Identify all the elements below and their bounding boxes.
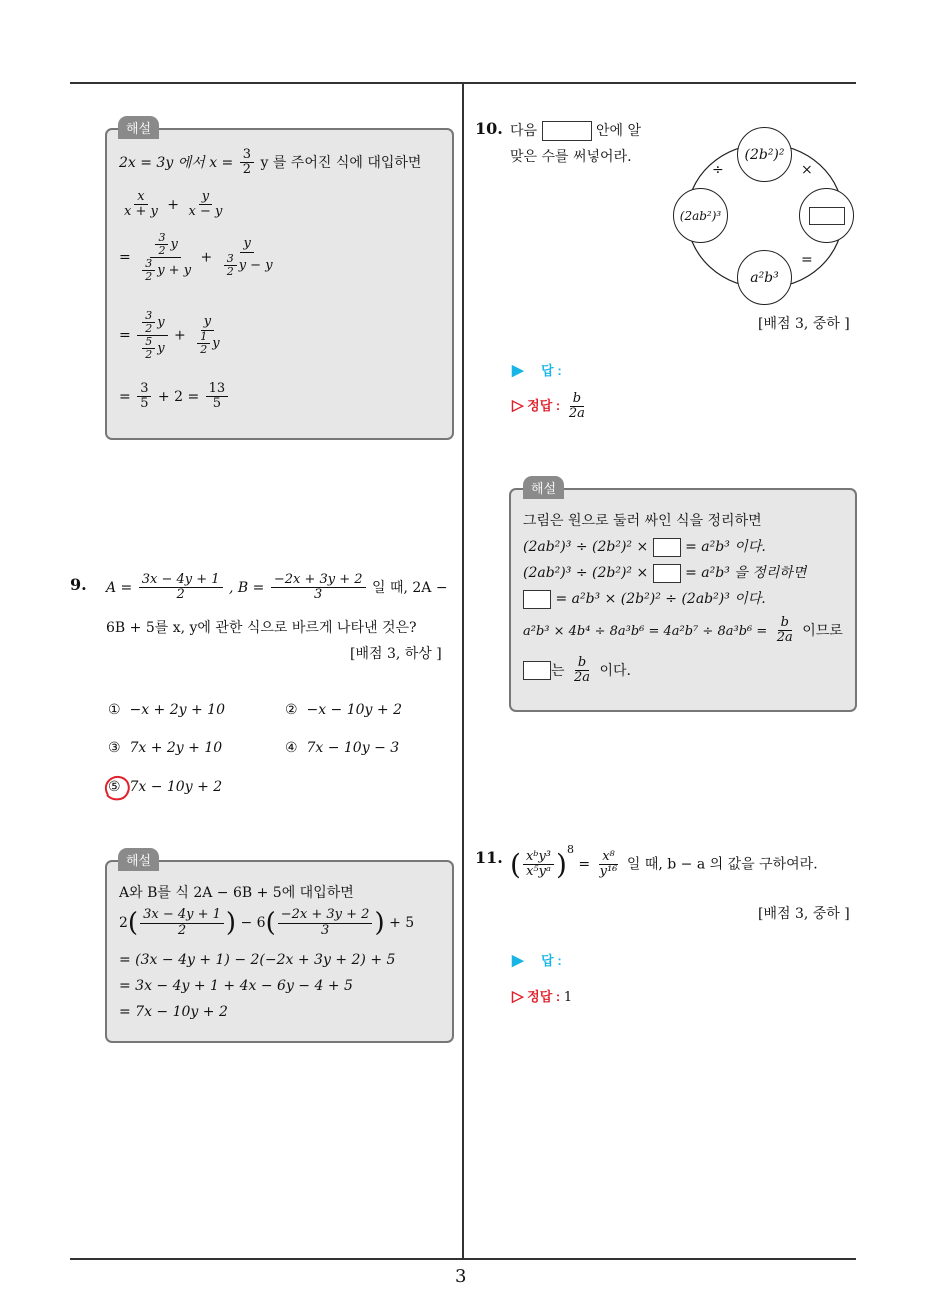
q11-line1: ( $\frac{\text{xᵇy³}}{\text{x⁵yᵃ}}$ )$^8$ = $\frac{\text{x⁸}}{\text{y¹⁶}}$ 일 때, b − a 의 값을 구하여라. [510,842,818,881]
circle-right-blank [809,207,845,225]
sol9-line5: = 7x − 10y + 2 [119,1004,228,1020]
column-divider [462,84,464,1259]
sol9-line1: A와 B를 식 2A − 6B + 5에 대입하면 [119,885,354,901]
sol9-line3: = (3x − 4y + 1) − 2(−2x + 3y + 2) + 5 [119,952,396,968]
sol10-blank-2 [653,564,681,583]
q9-line2: 6B + 5를 x, y에 관한 식으로 바르게 나타낸 것은? [106,620,417,636]
solution-box-q9 [105,860,454,1043]
sol10-blank-4 [523,661,551,680]
sol8-line4: = $\frac{3}{2}$ y $\frac{5}{2}$ y + y $\frac{1}{2}$ y [119,309,220,362]
q10-blank-box [542,121,592,141]
q10-correct-row: ▷ 정답 : $\frac{b}{2a}$ [512,391,585,422]
q10-line2: 맞은 수를 써넣어라. [510,149,632,165]
circle-right [799,188,854,243]
q10-answer-row: ▶ 답 : [512,362,562,379]
q9-choice-2[interactable]: ② −x − 10y + 2 [285,702,402,718]
answer-circle-mark [102,773,132,803]
q9-choice-3[interactable]: ③ 7x + 2y + 10 [108,740,223,756]
sol8-line3: = $\frac{3}{2}$ y $\frac{3}{2}$ y + y + y $\frac{3}{2}$ y − y [119,231,273,284]
sol8-line1: 2x = 3y 에서 x = $\frac{3}{2}$ y 를 주어진 식에 대입하면 [119,147,422,178]
q11-correct-row: ▷ 정답 : 1 [512,988,573,1005]
circle-bottom: a²b³ [737,250,792,305]
op-multiply: × [801,162,813,178]
answer-arrow-icon: ▶ [512,362,524,379]
q9-line1: A = $\frac{3x - 4y + 1}{2}$ , B = $\frac{-2x + 3y + 2}{3}$ 일 때, 2A − [106,572,448,603]
sol10-line4: = a²b³ × (2b²)² ÷ (2ab²)³ 이다. [523,588,766,609]
q9-choice-4[interactable]: ④ 7x − 10y − 3 [285,740,400,756]
sol10-line6: 는 $\frac{b}{2a}$ 이다. [523,656,631,686]
sol9-line4: = 3x − 4y + 1 + 4x − 6y − 4 + 5 [119,978,353,994]
question-number-11: 11. [475,848,503,867]
sol8-line2: $\frac{x}{x + y}$ + $\frac{y}{x - y}$ [124,189,223,220]
footer-rule [70,1258,856,1260]
op-divide: ÷ [712,162,724,178]
circle-left: (2ab²)³ [673,188,728,243]
solution-tab-q8: 해설 [118,116,159,139]
circle-top: (2b²)² [737,127,792,182]
solution-tab-q10: 해설 [523,476,564,499]
q11-score: [배점 3, 중하 ] [758,906,850,922]
question-number-9: 9. [70,575,87,594]
frac-3-2: $\frac{3}{2}$ [240,148,254,178]
sol10-line1: 그림은 원으로 둘러 싸인 식을 정리하면 [523,513,762,529]
sol10-line3: (2ab²)³ ÷ (2b²)² × = a²b³ 을 정리하면 [523,565,807,581]
q11-answer-row: ▶ 답 : [512,952,562,969]
q10-line1: 다음 안에 알 [510,123,641,139]
q9-choice-1[interactable]: ① −x + 2y + 10 [108,702,225,718]
correct-arrow-icon: ▷ [512,988,524,1005]
answer-arrow-icon: ▶ [512,952,524,969]
q10-score: [배점 3, 중하 ] [758,316,850,332]
sol9-line2: 2( $\frac{3x - 4y + 1}{2}$ ) − 6( $\frac{-2x + 3y + 2}{3}$ ) + 5 [119,907,415,938]
q9-score: [배점 3, 하상 ] [350,646,442,662]
sol10-line5: a²b³ × 4b⁴ ÷ 8a³b⁶ = 4a²b⁷ ÷ 8a³b⁶ = $\frac{b}{2a}$ 이므로 [523,615,843,646]
op-equals: = [801,252,813,268]
sol10-blank-3 [523,590,551,609]
solution-tab-q9: 해설 [118,848,159,871]
correct-arrow-icon: ▷ [512,397,524,415]
solution-box-q10 [509,488,857,712]
page-number: 3 [455,1266,467,1287]
sol10-blank-1 [653,538,681,557]
question-number-10: 10. [475,119,503,138]
q9-choice-5[interactable]: ⑤ 7x − 10y + 2 [108,779,223,795]
sol10-line2: (2ab²)³ ÷ (2b²)² × = a²b³ 이다. [523,539,766,555]
solution-box-q8 [105,128,454,440]
sol8-line5: = $\frac{3}{5}$ + 2 = $\frac{13}{5}$ [119,382,230,412]
